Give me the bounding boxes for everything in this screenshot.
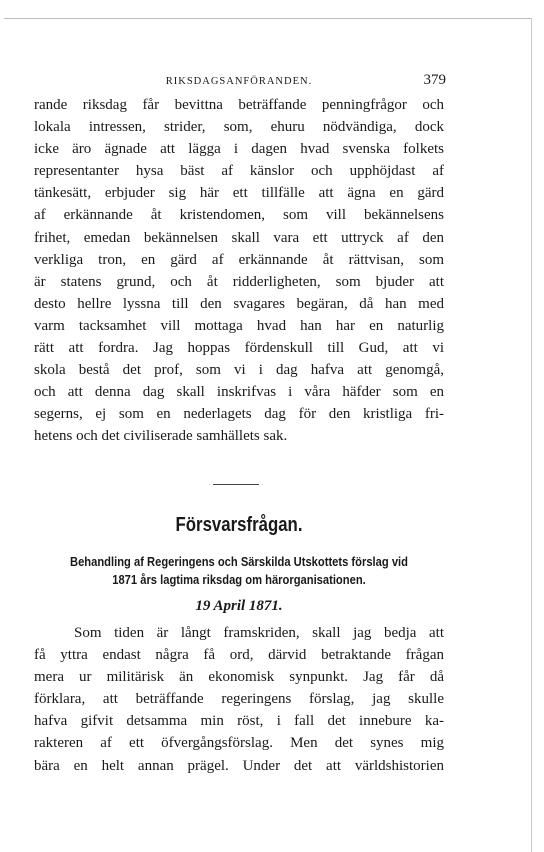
text-line: rätt att fordra. Jag hoppas fördenskull till Gud, att vi — [34, 340, 444, 357]
text-line: rakteren af ett öfvergångsförslag. Men det synes mig — [34, 735, 444, 752]
section-subheading-line-2: 1871 års lagtima riksdag om härorganisationen. — [112, 572, 366, 587]
text-line: bära en helt annan prägel. Under det att världshistorien — [34, 757, 444, 774]
text-line: segerns, ej som en nederlagets dag för den kristliga fri- — [34, 406, 444, 423]
paragraph-1 — [34, 94, 444, 448]
text-line: hafva gifvit detsamma min röst, i fall det innebure ka- — [34, 713, 444, 730]
text-line: af erkännande åt kristendomen, som vill bekännelsens — [34, 207, 444, 224]
running-head: RIKSDAGSANFÖRANDEN. — [165, 76, 313, 87]
page-top-border — [4, 18, 532, 19]
text-line: och att denna dag skall inskrifvas i våra häfder som en — [34, 384, 444, 401]
text-line: tänkesätt, erbjuder sig här ett tillfälle att ägna en gärd — [34, 185, 444, 202]
text-line: representanter hysa bäst af känslor och upphöjdast af — [34, 163, 444, 180]
text-line: få yttra endast några få ord, därvid betraktande frågan — [34, 647, 444, 664]
text-line: verkliga tron, en gärd af erkännande åt rättvisan, som — [34, 251, 444, 268]
text-line: skola bestå det prof, som vi i dag hafva att genomgå, — [34, 362, 444, 379]
text-line: desto hellre lyssna till den svagares begäran, då han med — [34, 295, 444, 312]
page-right-border — [531, 18, 532, 852]
section-heading: Försvarsfrågan. — [175, 514, 303, 536]
speech-date: 19 April 1871. — [195, 598, 283, 614]
page-number: 379 — [423, 72, 446, 88]
text-line: varm tacksamhet vill mottaga hvad han har en naturlig — [34, 317, 444, 334]
text-line: är statens grund, och åt ridderligheten, som bjuder att — [34, 273, 444, 290]
paragraph-2 — [34, 622, 444, 777]
text-line: icke äro ägnade att lägga i dagen hvad svenska folkets — [34, 141, 444, 158]
text-line: rande riksdag får bevittna beträffande penningfrågor och — [34, 97, 444, 113]
text-line: frihet, emedan bekännelsen skall vara ett uttryck af den — [34, 229, 444, 246]
text-line: mera ur militärisk än ekonomisk synpunkt. Jag får då — [34, 669, 444, 686]
section-divider — [213, 484, 259, 485]
text-line: förklara, att beträffande regeringens förslag, jag skulle — [34, 691, 444, 708]
text-line: Som tiden är långt framskriden, skall jag bedja att — [74, 625, 444, 641]
section-subheading-line-1: Behandling af Regeringens och Särskilda Utskottets förslag vid — [70, 554, 408, 569]
text-line: hetens och det civiliserade samhällets sak. — [34, 428, 288, 445]
text-line: lokala intressen, strider, som, ehuru nödvändiga, dock — [34, 119, 444, 136]
